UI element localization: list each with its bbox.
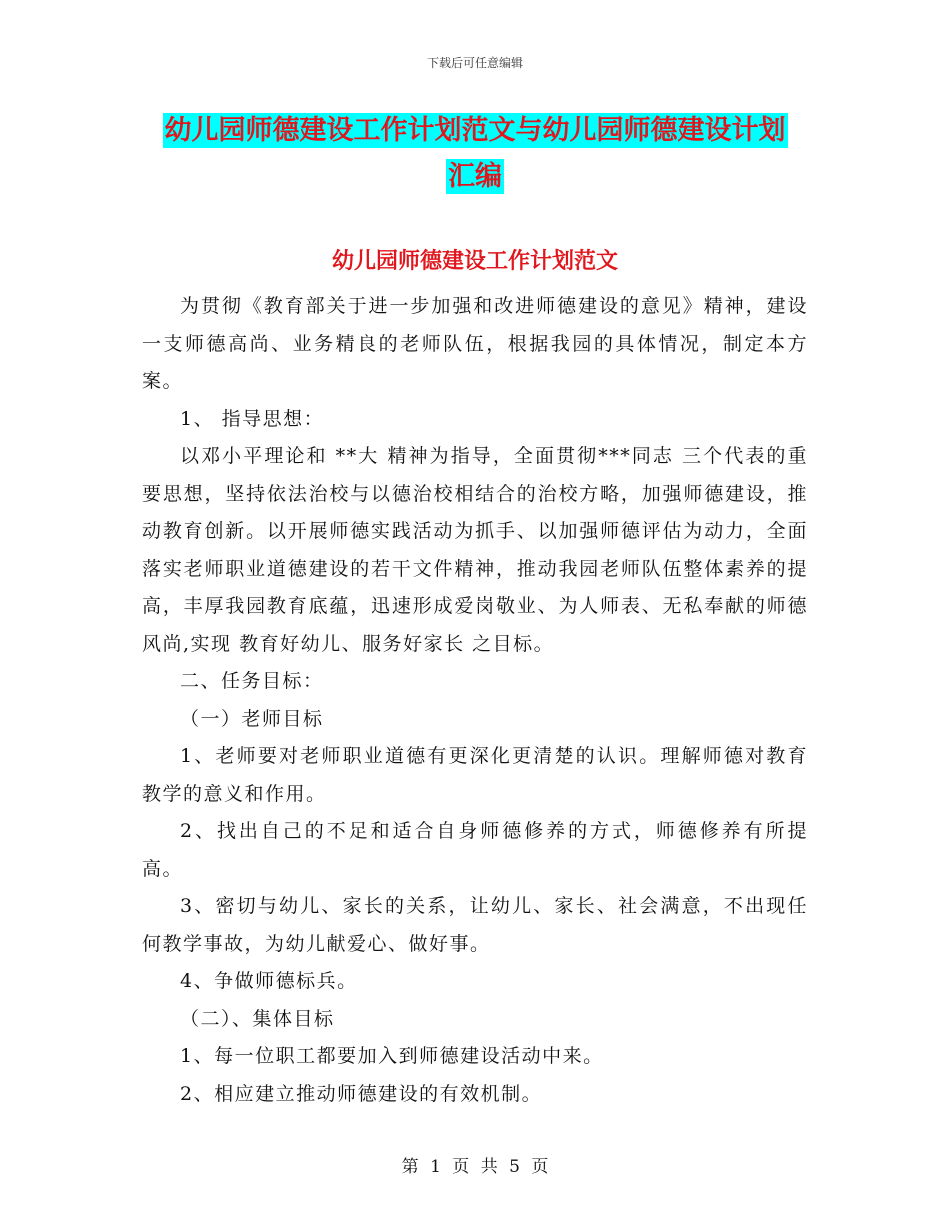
paragraph: 2、找出自己的不足和适合自身师德修养的方式，师德修养有所提高。: [142, 820, 808, 880]
paragraph: 4、争做师德标兵。: [180, 970, 358, 992]
paragraph: 1、每一位职工都要加入到师德建设活动中来。: [180, 1045, 604, 1067]
paragraph: 以邓小平理论和 **大 精神为指导，全面贯彻***同志 三个代表的重要思想，坚持依法治校与以德治校相结合的治校方略，加强师德建设，推动教育创新。以开展师德实践活动为抓手、以加强师德评估为动力，全面落实老师职业道德建设的若干文件精神，推动我园老师队伍整体素养的提高，丰厚我园教育底蕴，迅速形成爱岗敬业、为人师表、无私奉献的师德风尚,实现 教育好幼儿、服务好家长 之目标。: [142, 445, 808, 655]
document-title-line1: 幼儿园师德建设工作计划范文与幼儿园师德建设计划: [164, 115, 786, 146]
paragraph: 1、老师要对老师职业道德有更深化更清楚的认识。理解师德对教育教学的意义和作用。: [142, 745, 808, 805]
paragraph: 为贯彻《教育部关于进一步加强和改进师德建设的意见》精神，建设一支师德高尚、业务精良的老师队伍，根据我园的具体情况，制定本方案。: [142, 295, 808, 392]
document-body: [142, 288, 808, 1113]
header-note: 下载后可任意编辑: [426, 56, 523, 70]
paragraph: 2、相应建立推动师德建设的有效机制。: [180, 1082, 543, 1105]
paragraph: （二）、集体目标: [180, 1007, 335, 1030]
document-title-line2: 汇编: [448, 161, 502, 192]
page-footer: 第 1 页 共 5 页: [401, 1157, 549, 1177]
section-title: 幼儿园师德建设工作计划范文: [331, 249, 618, 274]
paragraph: 二、任务目标：: [180, 670, 324, 692]
paragraph: 1、 指导思想：: [180, 407, 325, 430]
document-title: [140, 108, 810, 200]
paragraph: 3、密切与幼儿、家长的关系，让幼儿、家长、社会满意，不出现任何教学事故，为幼儿献爱心、做好事。: [142, 895, 808, 955]
paragraph: （一）老师目标: [180, 707, 324, 730]
